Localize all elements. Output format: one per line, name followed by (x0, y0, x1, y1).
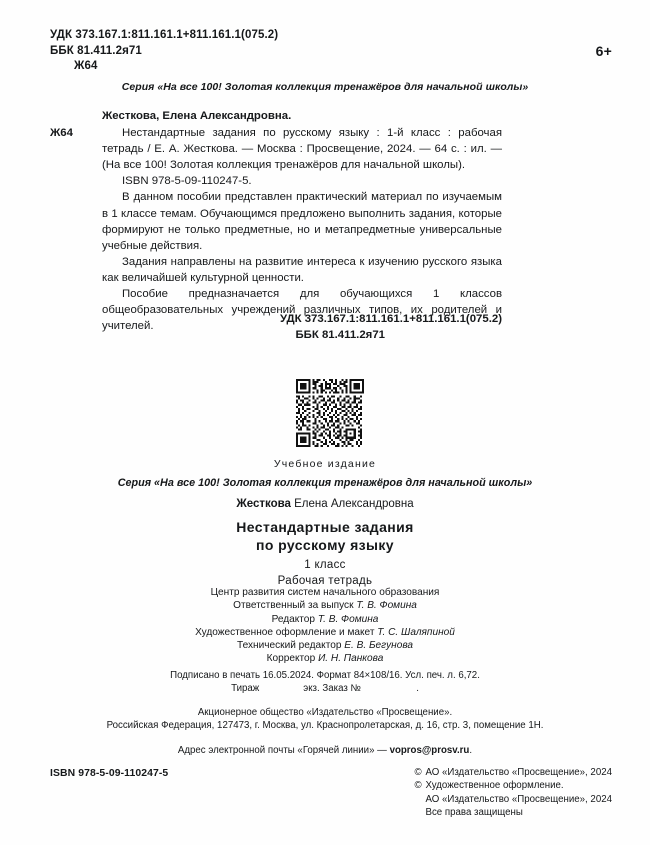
book-title (0, 518, 650, 554)
credit-role: Корректор (266, 653, 316, 665)
credit-name: Т. В. Фомина (317, 613, 379, 625)
colophon-block (0, 458, 650, 510)
copyright-text-2b: АО «Издательство «Просвещение», 2024 (425, 793, 612, 805)
edition-kind: Учебное издание (273, 458, 377, 470)
copyright-row (415, 779, 613, 792)
email-address[interactable]: vopros@prosv.ru (389, 744, 470, 756)
credit-row (0, 599, 650, 612)
colophon-author (0, 498, 650, 510)
book-title-line-1: Нестандартные задания (236, 519, 414, 535)
cip-annotation-1: В данном пособии представлен практический материал по изучаемым в 1 классе темам. Обучающимся предложено выполнить задания, которые формируют не только предметные, но и метапредметные универсальные учебные действия. (102, 191, 502, 252)
cip-text (102, 125, 502, 334)
udk-code-repeat: УДК 373.167.1:811.161.1+811.161.1(075.2) (279, 313, 502, 325)
copyright-text-3: Все права защищены (425, 807, 523, 819)
copyright-row (415, 766, 613, 779)
age-rating-badge: 6+ (595, 43, 612, 59)
shelf-code: Ж64 (74, 60, 98, 72)
credit-row (0, 652, 650, 665)
udk-code: УДК 373.167.1:811.161.1+811.161.1(075.2) (50, 29, 279, 41)
credits-center: Центр развития систем начального образования (210, 587, 440, 598)
publisher-company: Акционерное общество «Издательство «Просвещение». (197, 706, 453, 718)
credits-block (0, 586, 650, 666)
colophon-author-last: Жесткова (236, 498, 291, 510)
credit-name: Т. С. Шаляпиной (377, 626, 455, 638)
copyright-text-2: Художественное оформление. (425, 780, 564, 792)
email-period: . (469, 744, 473, 756)
print-run-label: Тираж (231, 683, 260, 695)
cip-annotation-3: Пособие предназначается для обучающихся 1 классов общеобразовательных учреждений различных типов, их родителей и учителей. (102, 288, 502, 333)
cip-annotation-2: Задания направлены на развитие интереса к изучению русского языка как величайшей культурной ценности. (102, 255, 502, 284)
publisher-address: Российская Федерация, 127473, г. Москва, ул. Краснопролетарская, д. 16, стр. 3, помещение 1Н. (106, 720, 544, 732)
copyright-block (415, 766, 613, 820)
email-label: Адрес электронной почты «Горячей линии» — (177, 744, 390, 756)
book-title-block (0, 518, 650, 587)
credit-name: И. Н. Панкова (318, 653, 384, 665)
credit-name: Е. В. Бегунова (344, 640, 413, 652)
credit-role: Художественное оформление и макет (195, 626, 375, 638)
series-title-colophon: Серия «На все 100! Золотая коллекция тренажёров для начальной школы» (117, 477, 533, 489)
print-order-blank: . (416, 683, 419, 695)
credit-row (0, 639, 650, 652)
cip-isbn: ISBN 978-5-09-110247-5. (122, 175, 252, 188)
credit-role: Редактор (271, 613, 316, 625)
book-title-line-2: по русскому языку (256, 537, 394, 553)
cip-body (50, 125, 502, 334)
credit-role: Ответственный за выпуск (233, 600, 354, 612)
cip-block (50, 108, 502, 334)
bbk-code: ББК 81.411.2я71 (50, 44, 142, 57)
colophon-author-first: Елена Александровна (294, 498, 414, 510)
print-run-unit: экз. Заказ № (303, 683, 361, 695)
print-sign-off: Подписано в печать 16.05.2024. Формат 84×108/16. Усл. печ. л. 6,72. (170, 670, 480, 681)
cip-shelf-code: Ж64 (50, 127, 73, 140)
series-title-top: Серия «На все 100! Золотая коллекция тренажёров для начальной школы» (121, 81, 529, 93)
copyright-text-1: АО «Издательство «Просвещение», 2024 (425, 767, 612, 778)
qr-code[interactable] (296, 379, 364, 447)
book-grade: 1 класс (304, 559, 346, 571)
print-run-line (0, 682, 650, 695)
book-kind: Рабочая тетрадь (277, 575, 373, 587)
imprint-block (0, 669, 650, 757)
publisher-email-line (0, 744, 650, 757)
copyright-row (415, 806, 613, 819)
copyright-icon: © (414, 767, 422, 778)
classification-codes-repeat (50, 312, 502, 343)
classification-codes (50, 28, 278, 75)
copyright-row (415, 793, 613, 806)
cip-description: Нестандартные задания по русскому языку : 1-й класс : рабочая тетрадь / Е. А. Жесткова. — Москва : Просвещение, 2024. — 64 с. : ил. — (На все 100! Золотая коллекция тренажёров для начальной школы). (102, 127, 502, 172)
bbk-code-repeat: ББК 81.411.2я71 (295, 328, 385, 341)
cip-author: Жесткова, Елена Александровна. (102, 110, 292, 122)
isbn-footer: ISBN 978-5-09-110247-5 (50, 768, 169, 779)
credit-role: Технический редактор (237, 640, 342, 652)
copyright-icon: © (414, 780, 422, 792)
credit-row (0, 613, 650, 626)
credit-name: Т. В. Фомина (356, 600, 417, 612)
credit-row (0, 626, 650, 639)
